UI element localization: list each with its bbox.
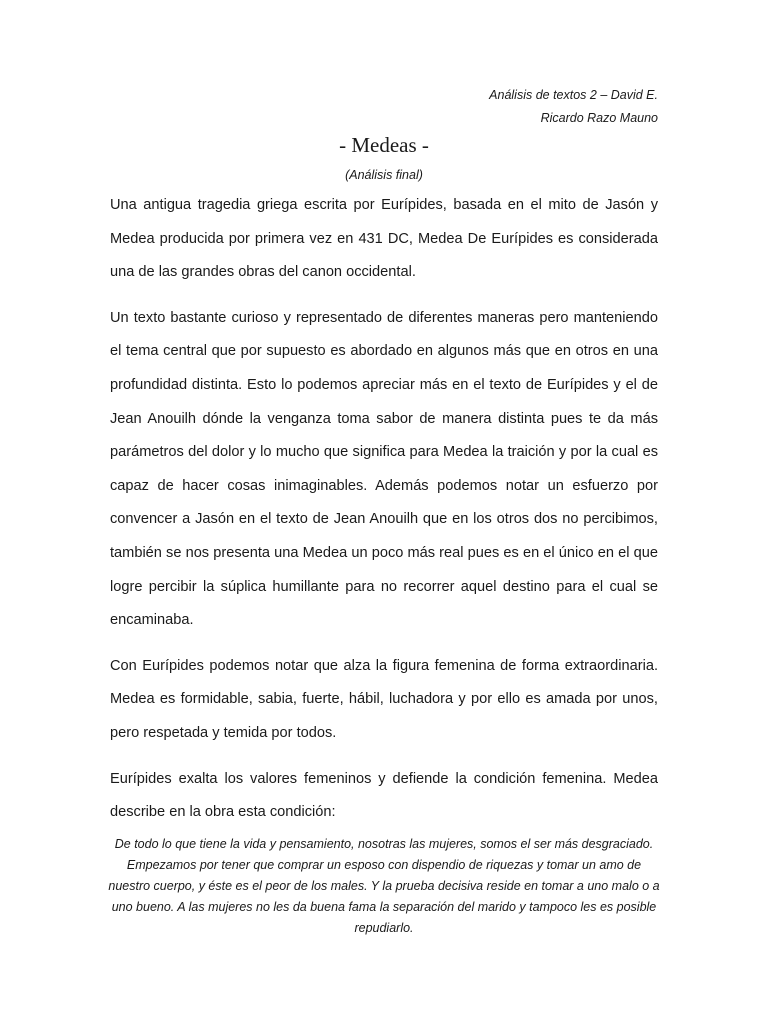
header-course: Análisis de textos 2 – David E.	[489, 88, 658, 102]
header-author: Ricardo Razo Mauno	[540, 111, 658, 125]
paragraph-1: Una antigua tragedia griega escrita por Eurípides, basada en el mito de Jasón y Medea producida por primera vez en 431 DC, Medea De Eurípides es considerada una de las grandes obras del canon occidental.	[110, 197, 658, 281]
document-subtitle: (Análisis final)	[345, 168, 423, 182]
paragraph-3: Con Eurípides podemos notar que alza la figura femenina de forma extraordinaria. Medea es formidable, sabia, fuerte, hábil, luchadora y por ello es amada por unos, pero respetada y temida por todos.	[110, 657, 658, 741]
document-body	[110, 189, 658, 842]
block-quote: De todo lo que tiene la vida y pensamiento, nosotras las mujeres, somos el ser más desgraciado. Empezamos por tener que comprar un esposo con dispendio de riquezas y tomar un amo de nuestro cuerpo, y éste es el peor de los males. Y la prueba decisiva reside en tomar a uno malo o a uno bueno. A las mujeres no les da buena fama la separación del marido y tampoco les es posible repudiarlo.	[108, 837, 660, 935]
paragraph-2: Un texto bastante curioso y representado de diferentes maneras pero manteniendo el tema central que por supuesto es abordado en algunos más que en otros en una profundidad distinta. Esto lo podemos apreciar más en el texto de Eurípides y el de Jean Anouilh dónde la venganza toma sabor de manera distinta pues te da más parámetros del dolor y lo mucho que significa para Medea la traición y por la cual es capaz de hacer cosas inimaginables. Además podemos notar un esfuerzo por convencer a Jasón en el texto de Jean Anouilh que en los otros dos no percibimos, también se nos presenta una Medea un poco más real pues es en el único en el que logre percibir la súplica humillante para no recorrer aquel destino para el cual se encaminaba.	[110, 309, 658, 629]
paragraph-4: Eurípides exalta los valores femeninos y defiende la condición femenina. Medea describe en la obra esta condición:	[110, 770, 658, 821]
header	[489, 84, 658, 130]
document-title: - Medeas -	[339, 133, 429, 157]
